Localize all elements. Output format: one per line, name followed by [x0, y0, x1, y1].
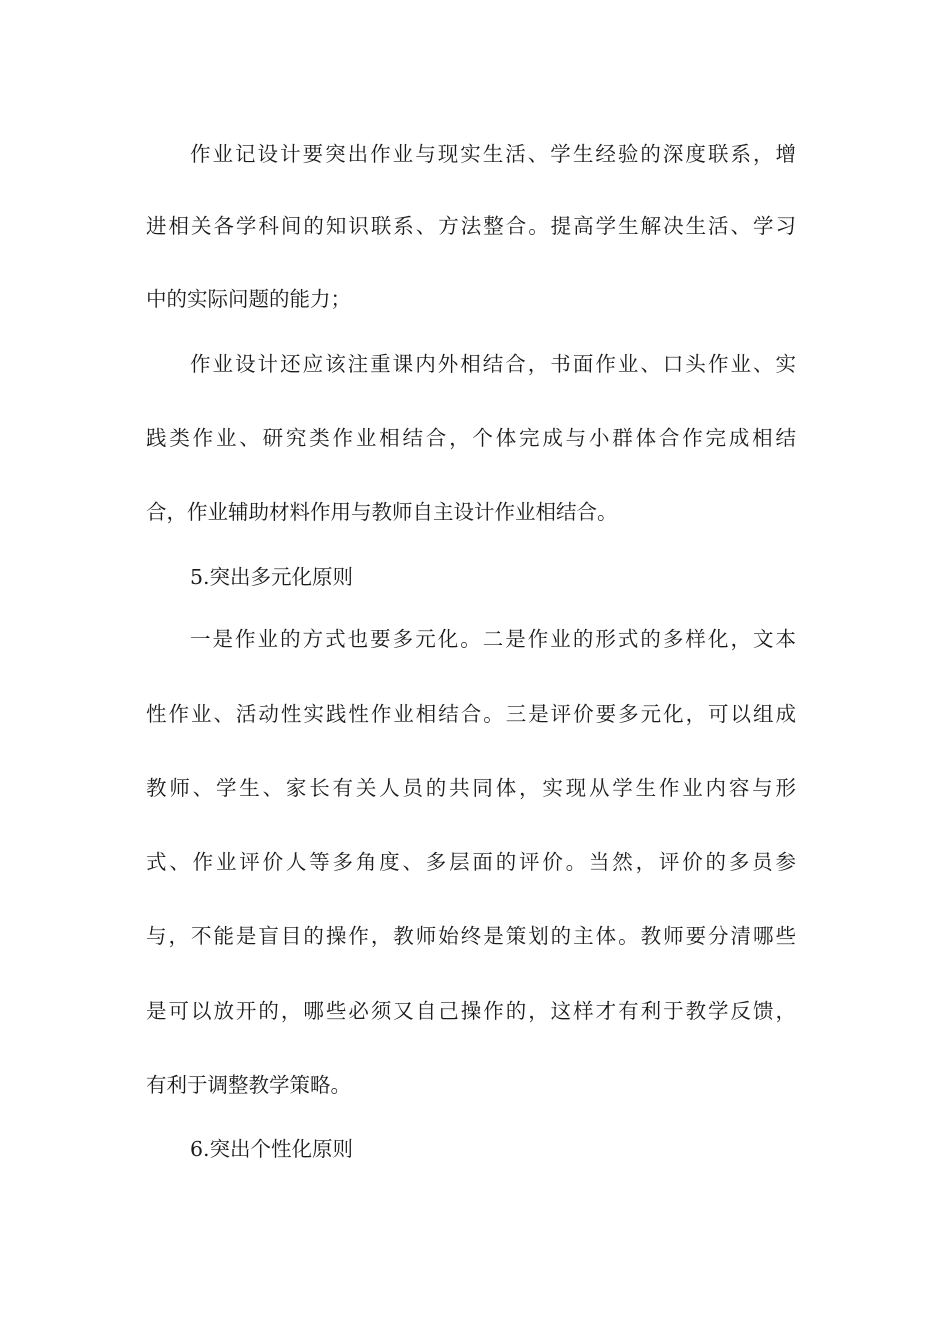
- text-line: 一是作业的方式也要多元化。二是作业的形式的多样化，文本: [190, 627, 796, 651]
- text-line: 性作业、活动性实践性作业相结合。三是评价要多元化，可以组成: [146, 702, 796, 726]
- text-line: 有利于调整教学策略。: [146, 1073, 351, 1097]
- text-line: 是可以放开的，哪些必须又自己操作的，这样才有利于教学反馈，: [146, 999, 796, 1023]
- text-line: 作业设计还应该注重课内外相结合，书面作业、口头作业、实: [190, 352, 796, 376]
- text-line: 中的实际问题的能力；: [146, 287, 351, 311]
- text-line: 作业记设计要突出作业与现实生活、学生经验的深度联系，增: [190, 142, 796, 166]
- section-heading: 6.突出个性化原则: [190, 1137, 354, 1161]
- text-line: 式、作业评价人等多角度、多层面的评价。当然，评价的多员参: [146, 850, 796, 874]
- text-line: 教师、学生、家长有关人员的共同体，实现从学生作业内容与形: [146, 776, 796, 800]
- section-heading: 5.突出多元化原则: [190, 565, 354, 589]
- text-line: 进相关各学科间的知识联系、方法整合。提高学生解决生活、学习: [146, 214, 796, 238]
- text-line: 与，不能是盲目的操作，教师始终是策划的主体。教师要分清哪些: [146, 924, 796, 948]
- text-line: 践类作业、研究类作业相结合，个体完成与小群体合作完成相结: [146, 426, 796, 450]
- text-line: 合，作业辅助材料作用与教师自主设计作业相结合。: [146, 500, 618, 524]
